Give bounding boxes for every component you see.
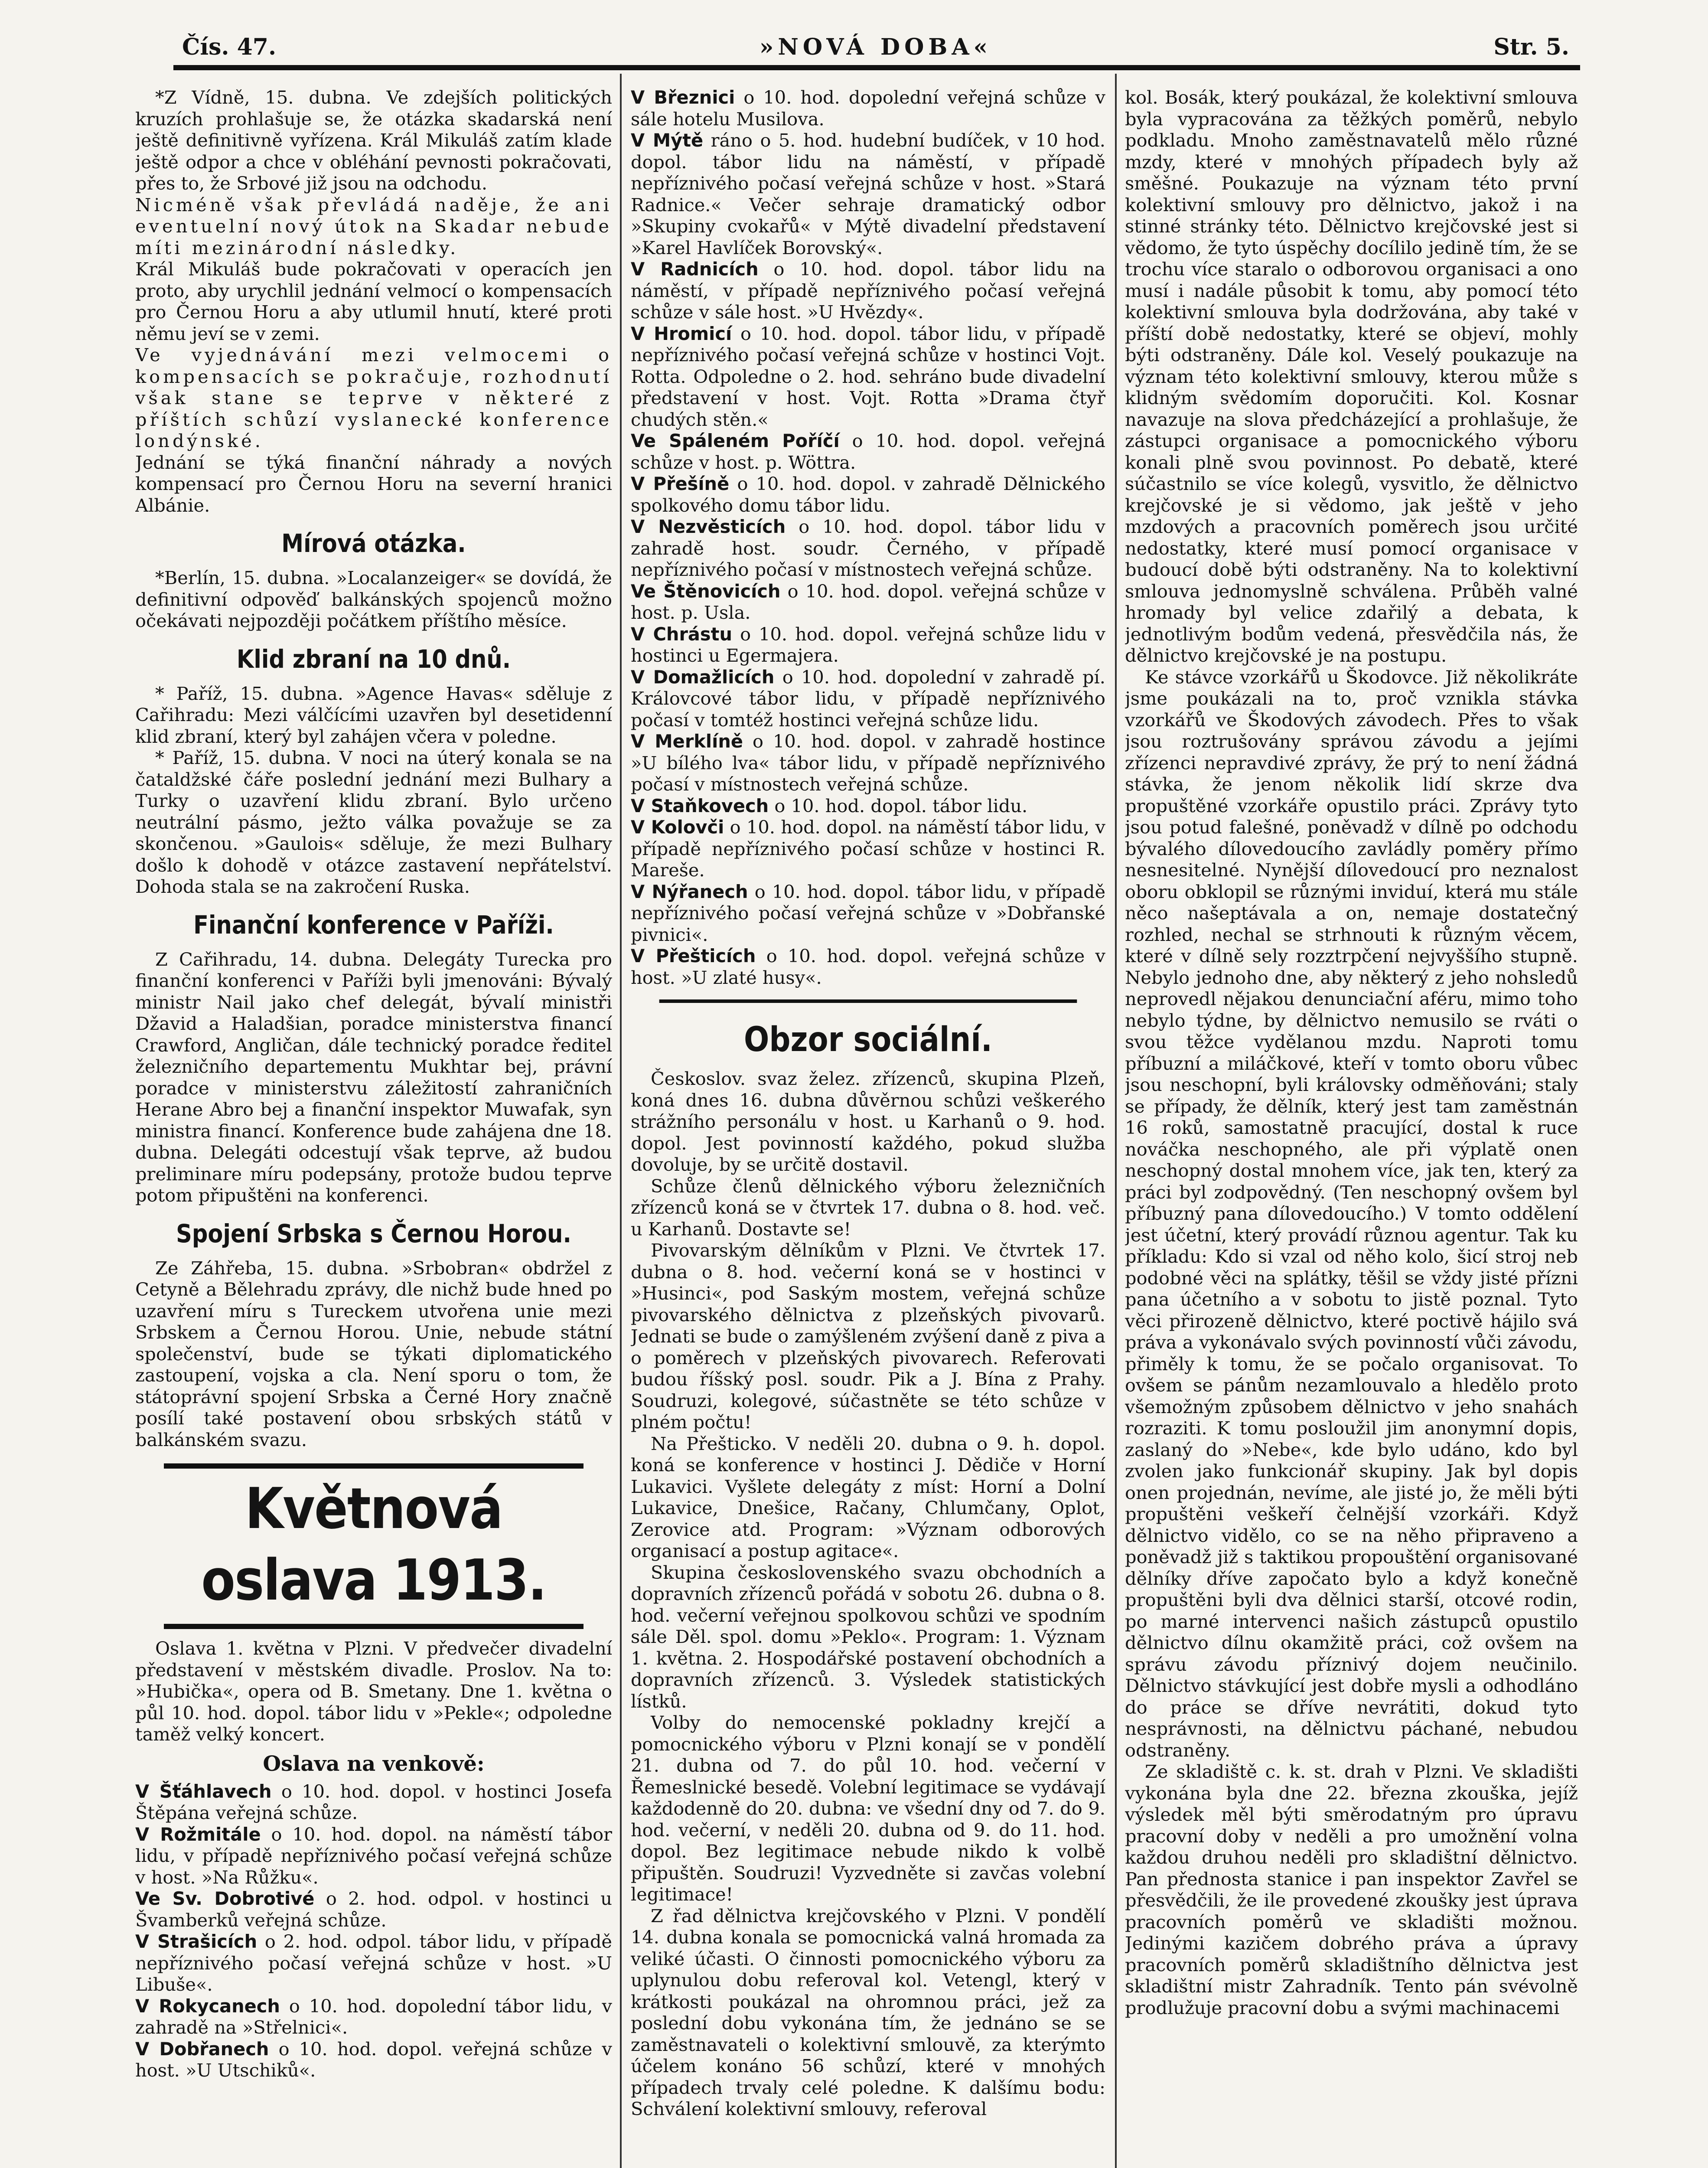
list-item: V Rokycanech o 10. hod. dopolední tábor lidu, v zahradě na »Střelnici«. bbox=[135, 1995, 612, 2038]
list-item: V Přešticích o 10. hod. dopol. veřejná schůze v host. »U zlaté husy«. bbox=[631, 945, 1105, 988]
article-skoda-strike: Ke stávce vzorkářů u Škodovce. Již několikráte jsme poukázali na to, proč vznikla stávka vzorkářů ve Škodových závodech. Přes to však jsou roztrušovány správou závodu a jejími zřízenci nepravdivé zprávy, že prý to není žádná stávka, že jenom několik lidí skrze dva propuštěné vzorkáře opustilo práci. Zprávy tyto jsou potud falešné, poněvadž v dílně po odchodu bývalého dílovedoucího zavládly poměry přímo nesnesitelné. Nynější dílovedoucí pro neznalost oboru obklopil se různými inviduí, která mu stále něco našeptávala a on, nemaje dostatečný rozhled, nechal se strhnouti k různým věcem, které v dílně sely rozztrpčení nejvyššího stupně. Nebylo jednoho dne, aby některý z jeho nohsledů neprovedl nějakou denunciační aféru, mimo toho nebylo týdne, by dělnictvo nemusilo se rváti o svou těžce vydělanou mzdu. Naproti tomu příbuzní a miláčkové, kteří v tomto oboru vůbec jsou neschopní, byli královsky odměňováni; staly se případy, že dělník, který jest tam zaměstnán 16 roků, samostatně pracující, dostal k ruce nováčka neschopného, ale při výplatě onen neschopný dostal mnohem více, jak ten, který za práci byl zodpovědný. (Ten neschopný ovšem byl příbuzný pana dílovedoucího.) V tomto oddělení jest účetní, který provádí různou agentur. Tak ku příkladu: Kdo si vzal od něho kolo, šicí stroj neb podobné věci na splátky, těšil se vždy jisté přízni pana účetního a v sobotu to jistě poznal. Tyto věci přirozeně dělnictvo, které poctivě hájilo svá práva a vykonávalo svých povinností vůči závodu, přiměly k tomu, že se počalo organisovat. To ovšem se pánům nezamlouvalo a hledělo proto všemožným způsobem dělnictvo v jeho snahách rozraziti. K tomu posloužil jim anonymní dopis, zaslaný do »Nebe«, kde bylo udáno, kdo byl zvolen jako funkcionář skupiny. Jak byl dopis onen projednán, nevíme, ale jisté jo, že měli býti propuštěni veškeří čelnější vzorkáři. Když dělnictvo vidělo, co se na něho připraveno a poněvadž již s taktikou propouštění organisované dělníky dříve započato bylo a když konečně propuštěni byli dva dělnici starší, otcové rodin, po marné intervenci našich zástupců opustilo dělnictvo dílnu okamžitě práci, což ovšem na správu závodu příznivý dojem neučinilo. Dělnictvo stávkující jest dobře mysli a odhodláno do práce se dříve nevrátiti, dokud tyto nesprávnosti, na dělnictvu páchané, nebudou odstraněny. bbox=[1125, 666, 1578, 1761]
list-item: Ve Spáleném Poříčí o 10. hod. dopol. veřejná schůze v host. p. Wöttra. bbox=[631, 430, 1105, 473]
list-item: V Domažlicích o 10. hod. dopolední v zahradě pí. Královcové tábor lidu, v případě nepříznivého počasí v tomtéž hostinci veřejná schůze lidu. bbox=[631, 666, 1105, 731]
article-vienna-4: Jednání se týká finanční náhrady a nových kompensací pro Černou Horu na severní hranici Albánie. bbox=[135, 451, 612, 516]
social-item-4: Na Přešticko. V neděli 20. dubna o 9. h. dopol. koná se konference v hostinci J. Dědiče v Horní Lukavici. Vyšlete delegáty z míst: Horní a Dolní Lukavice, Dnešice, Račany, Chlumčany, Oplot, Zerovice atd. Program: »Význam odborových organisací a postup agitace«. bbox=[631, 1433, 1105, 1561]
list-item: Ve Štěnovicích o 10. hod. dopol. veřejná schůze v host. p. Usla. bbox=[631, 580, 1105, 623]
article-vienna-3: Ve vyjednávání mezi velmocemi o kompensacích se pokračuje, rozhodnutí však stane se teprve v některé z příštích schůzí vyslanecké konference londýnské. bbox=[135, 344, 612, 451]
column-3 bbox=[1125, 87, 1578, 2168]
social-item-1: Českoslov. svaz želez. zřízenců, skupina Plzeň, koná dnes 16. dubna důvěrnou schůzi veškerého strážního personálu v host. u Karhanů o 9. hod. dopol. Jest povinností každého, pokud služba dovoluje, by se určitě dostavil. bbox=[631, 1068, 1105, 1175]
issue-number: Čís. 47. bbox=[182, 34, 277, 60]
article-union: Ze Záhřeba, 15. dubna. »Srbobran« obdržel z Cetyně a Bělehradu zprávy, dle nichž bude hned po uzavření míru s Tureckem utvořena unie mezi Srbskem a Černou Horou. Unie, nebude státní společenství, bude se týkati diplomatického zastoupení, vojska a cla. Není sporu o tom, že státoprávní spojení Srbska a Černé Hory značně posílí také postavení obou srbských států v balkánském svazu. bbox=[135, 1257, 612, 1450]
list-item: V Nýřanech o 10. hod. dopol. tábor lidu, v případě nepříznivého počasí veřejná schůze v »Dobřanské pivnici«. bbox=[631, 881, 1105, 945]
list-item: Ve Sv. Dobrotivé o 2. hod. odpol. v hostinci u Švamberků veřejná schůze. bbox=[135, 1888, 612, 1931]
column-rule-1 bbox=[620, 74, 622, 2168]
page-number: Str. 5. bbox=[1493, 34, 1569, 60]
list-item: V Přešíně o 10. hod. dopol. v zahradě Dělnického spolkového domu tábor lidu. bbox=[631, 473, 1105, 516]
article-vienna-spaced: Nicméně však převládá naděje, že ani eventuelní nový útok na Skadar nebude míti mezinárodní následky. bbox=[135, 194, 612, 258]
article-may-plzen: Oslava 1. května v Plzni. V předvečer divadelní představení v městském divadle. Proslov. Na to: »Hubička«, opera od B. Smetany. Dne 1. května o půl 10. hod. dopol. tábor lidu v »Pekle«; odpoledne taměž velký koncert. bbox=[135, 1638, 612, 1745]
article-finance: Z Cařihradu, 14. dubna. Delegáty Turecka pro finanční konferenci v Paříži byli jmenováni: Bývalý ministr Nail jako chef delegát, bývalí ministři Džavid a Haladšian, poradce ministerstva financí Crawford, Angličan, dále technický poradce ředitel železničního departementu Mukhtar bej, právní poradce v ministerstvu záležitostí zahraničních Herane Abro bej a finanční inspektor Muwafak, syn ministra financí. Konference bude zahájena dne 18. dubna. Delegáti odcestují však teprve, až budou preliminare míru podepsány, protože budou teprve potom připuštěni na konferenci. bbox=[135, 948, 612, 1206]
list-item: V Merklíně o 10. hod. dopol. v zahradě hostince »U bílého lva« tábor lidu, v případě nepříznivého počasí v místnostech veřejná schůze. bbox=[631, 731, 1105, 795]
list-item: V Březnici o 10. hod. dopolední veřejná schůze v sále hotelu Musilova. bbox=[631, 87, 1105, 130]
column-1 bbox=[135, 87, 612, 2168]
page-header bbox=[173, 34, 1578, 64]
list-item: V Staňkovech o 10. hod. dopol. tábor lidu. bbox=[631, 795, 1028, 816]
heading-serbia-montenegro: Spojení Srbska s Černou Horou. bbox=[176, 1218, 571, 1248]
article-vienna: *Z Vídně, 15. dubna. Ve zdejších politických kruzích prohlašuje se, že otázka skadarská není ještě definitivně vyřízena. Král Mikuláš zatím klade ještě odpor a chce v obléhání pevnosti pokračovati, přes to, že Srbové již jsou na odchodu. bbox=[135, 87, 612, 194]
column-rule-2 bbox=[1115, 74, 1117, 2168]
heading-truce: Klid zbraní na 10 dnů. bbox=[236, 644, 511, 674]
list-item: V Šťáhlavech o 10. hod. dopol. v hostinci Josefa Štěpána veřejná schůze. bbox=[135, 1780, 612, 1823]
article-tailors-continued: kol. Bosák, který poukázal, že kolektivní smlouva byla vypracována za těžkých poměrů, nebylo podkladu. Mnoho zaměstnavatelů mělo různé mzdy, které v mnohých případech byly až směšné. Poukazuje na význam této první kolektivní smlouvy pro dělnictvo, jakož i na stinné stránky této. Dělnictvo krejčovské jest si vědomo, že tyto úspěchy docílilo jedině tím, že se trochu více staralo o odborovou organisaci a ono musí i nadále působit k tomu, aby pomocí této kolektivní smlouva byla dodržována, aby také v příští době nedostatky, které se objeví, mohly býti odstraněny. Dále kol. Veselý poukazuje na význam této kolektivní smlouvy, kterou může s klidným svědomím doporučiti. Kol. Kosnar navazuje na slova předcházející a prohlašuje, že zástupci organisace a pomocnického výboru konali plně svou povinnost. Po debatě, které súčastnilo se více kolegů, vysvitlo, že dělnictvo krejčovské je si vědomo, jak ještě v jeho mzdových a pracovních poměrech jsou určité nedostatky, které musí pomocí organisace v budoucí době býti odstraněny. Na to kolektivní smlouva jednomyslně schválena. Průběh valné hromady byl velice zdařilý a debata, k jednotlivým bodům vedená, přesvědčila nás, že dělnictvo krejčovské je na postupu. bbox=[1125, 87, 1578, 666]
heading-may-celebration: Květnová oslava 1913. bbox=[164, 1463, 583, 1629]
social-item-6: Volby do nemocenské pokladny krejčí a pomocnického výboru v Plzni konají se v pondělí 21. dubna od 7. do půl 10. hod. večerní v Řemeslnické besedě. Volební legitimace se vydávají každodenně do 20. dubna: ve všední dny od 7. do 9. hod. večerní, v neděli 20. dubna od 9. do 11. hod. dopol. Bez legitimace nebude nikdo k volbě připuštěn. Soudruzi! Vyzvedněte si zavčas volební legitimace! bbox=[631, 1712, 1105, 1905]
heading-finance-conference: Finanční konference v Paříži. bbox=[193, 910, 554, 940]
list-item: V Radnicích o 10. hod. dopol. tábor lidu na náměstí, v případě nepříznivého počasí veřejná schůze v sále host. »U Hvězdy«. bbox=[631, 258, 1105, 323]
social-item-5: Skupina československého svazu obchodních a dopravních zřízenců pořádá v sobotu 26. dubna o 8. hod. večerní veřejnou spolkovou schůzi ve spodním sále Děl. spol. domu »Peklo«. Program: 1. Význam 1. května. 2. Hospodářské postavení obchodních a dopravních zřízenců. 3. Výsledek statistických lístků. bbox=[631, 1561, 1105, 1712]
social-item-3: Pivovarským dělníkům v Plzni. Ve čtvrtek 17. dubna o 8. hod. večerní koná se v hostinci v »Husinci«, pod Saským mostem, veřejná schůze pivovarského dělnictva z plzeňských pivovarů. Jednati se bude o zamýšleném zvýšení daně z piva a o poměrech v plzeňských pivovarech. Referovati budou říšský posl. soudr. Pik a J. Bína z Prahy. Soudruzi, kolegové, súčastněte se této schůze v plném počtu! bbox=[631, 1240, 1105, 1433]
article-berlin: *Berlín, 15. dubna. »Localanzeiger« se dovídá, že definitivní odpověď balkánských spojenců možno očekávati nejpozději počátkem příštího měsíce. bbox=[135, 567, 612, 631]
article-paris-2: * Paříž, 15. dubna. V noci na úterý konala se na čataldžské čáře poslední jednání mezi Bulhary a Turky o uzavření klidu zbraní. Bylo určeno neutrální pásmo, ježto válka považuje se za skončenou. »Gaulois« sděluje, že mezi Bulhary došlo k dohodě v otázce zastavení nepřátelství. Dohoda stala se na zakročení Ruska. bbox=[135, 747, 612, 897]
heading-peace-question: Mírová otázka. bbox=[281, 529, 466, 558]
article-railway-warehouse: Ze skladiště c. k. st. drah v Plzni. Ve skladišti vykonána byla dne 22. března zkouška, jejíž výsledek měl býti směrodatným pro úpravu pracovní doby v neděli a pro umožnění volna každou druhou neděli pro skladištní dělnictvo. Pan přednosta stanice i pan inspektor Zavřel se přesvědčili, že ile provedené zkoušky jest úprava pracovních poměrů ve skladišti možnou. Jedinými kazičem dobrého práva a úpravy pracovních poměrů skladištního dělnictva jest skladištní mistr Zahradník. Tento pán svévolně prodlužuje pracovní dobu a svými machinacemi bbox=[1125, 1761, 1578, 2018]
list-item: V Rožmitále o 10. hod. dopol. na náměstí tábor lidu, v případě nepříznivého počasí veřejná schůze v host. »Na Růžku«. bbox=[135, 1823, 612, 1888]
article-paris-1: * Paříž, 15. dubna. »Agence Havas« sděluje z Cařihradu: Mezi válčícími uzavřen byl desetidenní klid zbraní, který byl zahájen včera v poledne. bbox=[135, 682, 612, 747]
list-item: V Mýtě ráno o 5. hod. hudební budíček, v 10 hod. dopol. tábor lidu na náměstí, v případě nepříznivého počasí veřejná schůze v host. »Stará Radnice.« Večer sehraje dramatický odbor »Skupiny cvokařů« v Mýtě divadelní představení »Karel Havlíček Borovský«. bbox=[631, 130, 1105, 258]
heading-countryside: Oslava na venkově: bbox=[263, 1751, 485, 1776]
list-item: V Chrástu o 10. hod. dopol. veřejná schůze lidu v hostinci u Egermajera. bbox=[631, 623, 1105, 666]
social-item-2: Schůze členů dělnického výboru železničních zřízenců koná se v čtvrtek 17. dubna o 8. hod. več. u Karhanů. Dostavte se! bbox=[631, 1175, 1105, 1240]
list-item: V Strašicích o 2. hod. odpol. tábor lidu, v případě nepříznivého počasí veřejná schůze v host. »U Libuše«. bbox=[135, 1931, 612, 1995]
column-2 bbox=[631, 87, 1105, 2168]
list-item: V Nezvěsticích o 10. hod. dopol. tábor lidu v zahradě host. soudr. Černého, v případě nepříznivého počasí v místnostech veřejná schůze. bbox=[631, 516, 1105, 580]
masthead-title: »NOVÁ DOBA« bbox=[759, 34, 992, 60]
list-item: V Dobřanech o 10. hod. dopol. veřejná schůze v host. »U Utschiků«. bbox=[135, 2038, 612, 2081]
social-item-7: Z řad dělnictva krejčovského v Plzni. V pondělí 14. dubna konala se pomocnická valná hromada za veliké účasti. O činnosti pomocnického výboru za uplynulou dobu referoval kol. Vetengl, který v krátkosti poukázal na ohromnou práci, jež za poslední dobu vykonána tím, že jednáno se se zaměstnavateli o kolektivní smlouvě, za kterýmto účelem konáno 56 schůzí, které v mnohých případech trvaly celé poledne. K dalšímu bodu: Schválení kolektivní smlouvy, referoval bbox=[631, 1905, 1105, 2119]
list-item: V Hromicí o 10. hod. dopol. tábor lidu, v případě nepříznivého počasí veřejná schůze v hostinci Vojt. Rotta. Odpoledne o 2. hod. sehráno bude divadelní představení v host. Vojt. Rotta »Drama čtyř chudých stěn.« bbox=[631, 323, 1105, 430]
heading-social-overview: Obzor sociální. bbox=[659, 999, 1077, 1064]
list-item: V Kolovči o 10. hod. dopol. na náměstí tábor lidu, v případě nepříznivého počasí schůze v hostinci R. Mareše. bbox=[631, 816, 1105, 881]
header-rule bbox=[173, 65, 1580, 70]
article-vienna-2: Král Mikuláš bude pokračovati v operacích jen proto, aby urychlil jednání velmocí o kompensacích pro Černou Horu a aby utlumil hnutí, které proti němu jeví se v zemi. bbox=[135, 258, 612, 344]
